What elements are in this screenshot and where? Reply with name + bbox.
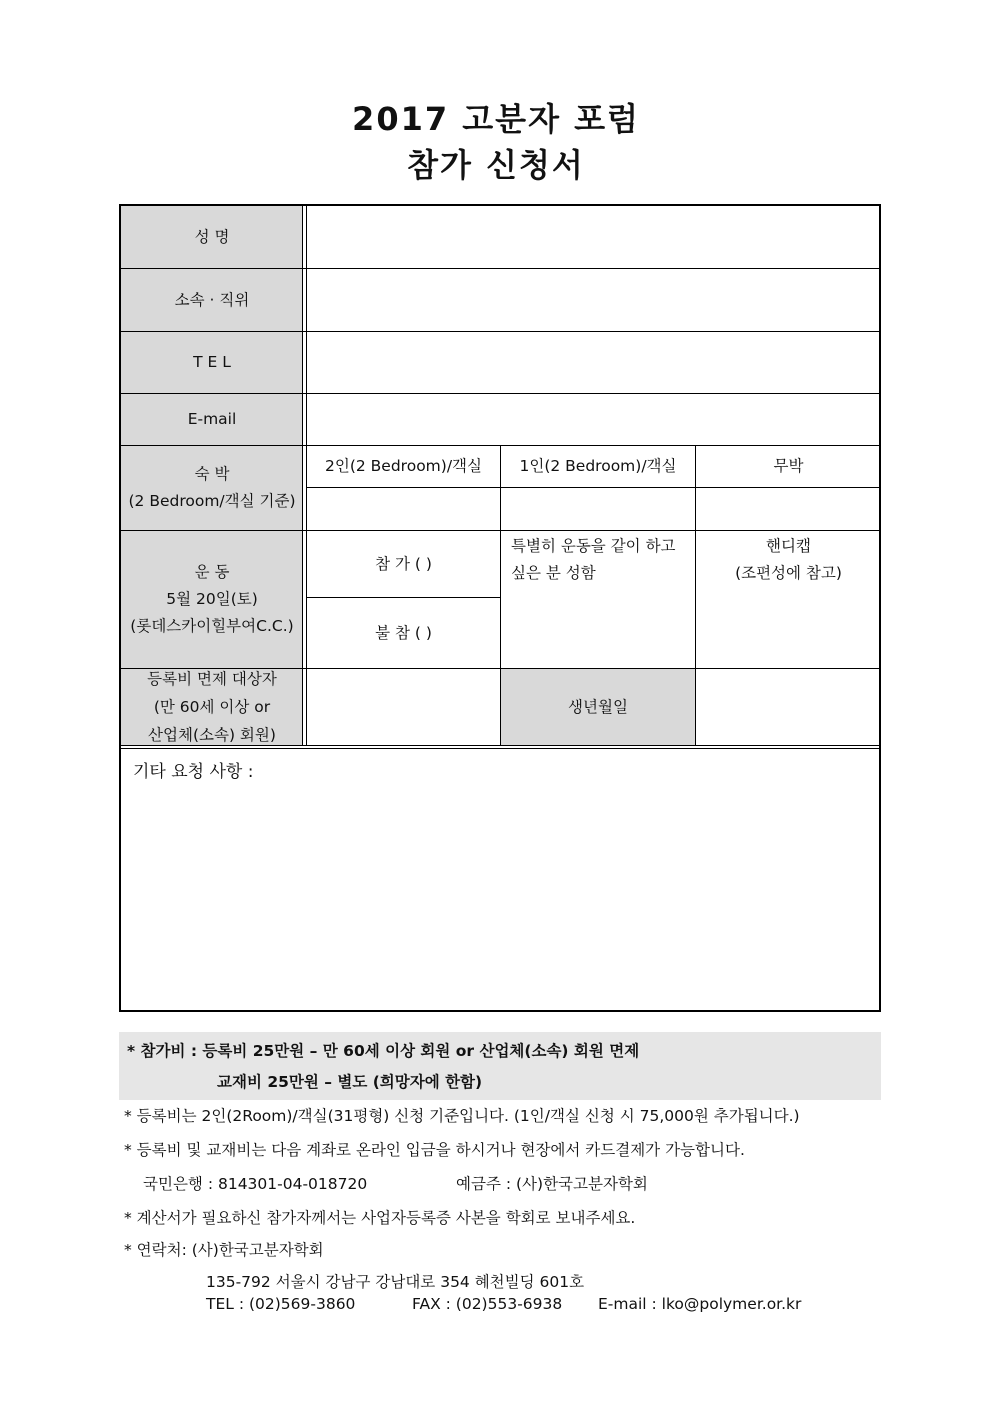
- tel-label: T E L: [121, 332, 303, 393]
- affiliation-field[interactable]: [307, 269, 881, 331]
- row-divider: [307, 487, 881, 488]
- golf-label: [121, 531, 303, 668]
- lodging-single-check[interactable]: [501, 488, 695, 530]
- golf-label-main: 운 동: [194, 563, 230, 581]
- handicap-field[interactable]: [696, 531, 881, 668]
- lodging-label-main: 숙 박: [194, 465, 230, 483]
- column-divider: [500, 446, 501, 745]
- lodging-option-none: 무박: [773, 457, 804, 475]
- fee-line-1: * 참가비 : 등록비 25만원 – 만 60세 이상 회원 or 산업체(소속) 회원 면제: [127, 1042, 640, 1060]
- golf-absent-option[interactable]: 불 참 ( ): [375, 623, 432, 642]
- exempt-label-1: 등록비 면제 대상자: [147, 670, 277, 688]
- lodging-option-single: 1인(2 Bedroom)/객실: [519, 457, 677, 475]
- golf-partner-field[interactable]: [501, 531, 695, 668]
- row-divider: [121, 445, 881, 446]
- contact-fax: FAX : (02)553-6938: [412, 1295, 563, 1313]
- page-subtitle: 참가 신청서: [407, 146, 585, 184]
- column-divider: [695, 446, 696, 745]
- handicap-label: 핸디캡: [766, 537, 811, 555]
- exempt-label-2: (만 60세 이상 or: [153, 698, 271, 716]
- other-requests-label: 기타 요청 사항 :: [133, 762, 254, 782]
- bank-account: 국민은행 : 814301-04-018720: [143, 1175, 368, 1193]
- page-title: 2017 고분자 포럼: [352, 100, 640, 138]
- lodging-double-check[interactable]: [307, 488, 500, 530]
- email-field[interactable]: [307, 394, 881, 445]
- note-1: * 등록비는 2인(2Room)/객실(31평형) 신청 기준입니다. (1인/객실 신청 시 75,000원 추가됩니다.): [124, 1107, 800, 1125]
- golf-label-date: 5월 20일(토): [166, 590, 258, 608]
- label-divider-2: [306, 206, 307, 745]
- fee-box: [119, 1032, 881, 1100]
- fee-line-2: 교재비 25만원 – 별도 (희망자에 한함): [217, 1073, 483, 1091]
- label-divider-1: [302, 206, 303, 745]
- name-label: 성 명: [121, 206, 303, 268]
- exempt-field[interactable]: [307, 669, 500, 745]
- birth-field[interactable]: [696, 669, 881, 745]
- exempt-label-3: 산업체(소속) 회원): [148, 726, 276, 744]
- row-divider: [121, 745, 881, 746]
- note-2: * 등록비 및 교재비는 다음 계좌로 온라인 입금을 하시거나 현장에서 카드결제가 가능합니다.: [124, 1141, 745, 1159]
- row-divider: [121, 748, 881, 749]
- tel-field[interactable]: [307, 332, 881, 393]
- handicap-note: (조편성에 참고): [735, 564, 842, 582]
- birth-label: 생년월일: [501, 669, 695, 745]
- note-3: * 계산서가 필요하신 참가자께서는 사업자등록증 사본을 학회로 보내주세요.: [124, 1209, 636, 1227]
- email-label: E-mail: [121, 394, 303, 445]
- golf-attend-option[interactable]: 참 가 ( ): [375, 554, 432, 573]
- note-4: * 연락처: (사)한국고분자학회: [124, 1241, 324, 1259]
- golf-partner-label-1: 특별히 운동을 같이 하고: [511, 537, 676, 555]
- golf-label-venue: (롯데스카이힐부여C.C.): [130, 617, 294, 635]
- contact-tel: TEL : (02)569-3860: [206, 1295, 356, 1313]
- account-holder: 예금주 : (사)한국고분자학회: [456, 1175, 648, 1193]
- lodging-option-double: 2인(2 Bedroom)/객실: [325, 457, 482, 475]
- lodging-none-check[interactable]: [696, 488, 881, 530]
- row-divider: [121, 393, 881, 394]
- row-divider: [121, 530, 881, 531]
- application-form: [119, 204, 881, 1012]
- row-divider: [121, 268, 881, 269]
- address: 135-792 서울시 강남구 강남대로 354 혜천빌딩 601호: [206, 1273, 585, 1291]
- exempt-label: [121, 669, 303, 745]
- lodging-label-note: (2 Bedroom/객실 기준): [128, 492, 296, 510]
- row-divider: [121, 668, 881, 669]
- contact-email[interactable]: E-mail : lko@polymer.or.kr: [598, 1295, 802, 1313]
- lodging-label: [121, 446, 303, 530]
- row-divider: [121, 331, 881, 332]
- golf-partner-label-2: 싶은 분 성함: [511, 564, 596, 582]
- notes-section: [119, 1032, 881, 1100]
- row-divider: [307, 597, 501, 598]
- other-requests-field[interactable]: [121, 749, 881, 1012]
- affiliation-label: 소속 · 직위: [121, 269, 303, 331]
- name-field[interactable]: [307, 206, 881, 268]
